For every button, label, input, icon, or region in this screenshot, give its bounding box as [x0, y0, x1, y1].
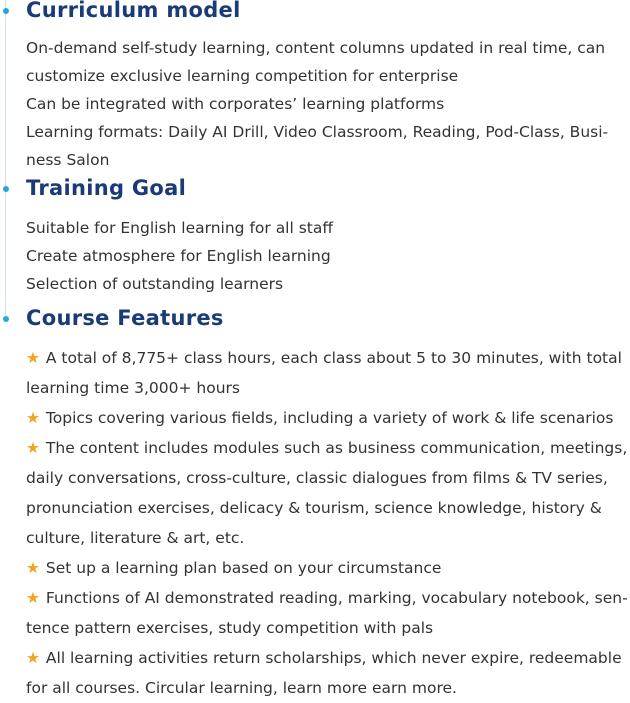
feature-item	[26, 433, 628, 553]
dot-icon	[3, 316, 9, 322]
feature-text: The content includes modules such as business communication, meetings,	[45, 439, 628, 457]
feature-text: pronunciation exercises, delicacy & tourism, science knowledge, history &	[26, 499, 602, 517]
dot-icon	[3, 8, 9, 14]
feature-text: tence pattern exercises, study competition with pals	[26, 619, 434, 637]
feature-item	[26, 403, 612, 433]
curriculum-lines	[26, 34, 616, 174]
dot-icon	[3, 186, 9, 192]
text-line: customize exclusive learning competition for enterprise	[26, 67, 459, 85]
section-header	[0, 0, 630, 22]
star-icon: ★	[26, 349, 40, 367]
text-line: Learning formats: Daily AI Drill, Video Classroom, Reading, Pod-Class, Busi-	[26, 123, 609, 141]
section-header	[0, 308, 630, 330]
text-line: On-demand self-study learning, content columns updated in real time, can	[26, 39, 606, 57]
feature-text: Topics covering various fields, including a variety of work & life scenarios	[45, 409, 614, 427]
text-line: Suitable for English learning for all staff	[26, 219, 334, 237]
section-header	[0, 178, 630, 200]
section-title: Course Features	[26, 306, 224, 330]
feature-text: Set up a learning plan based on your circumstance	[45, 559, 442, 577]
feature-text: daily conversations, cross-culture, classic dialogues from films & TV series,	[26, 469, 608, 487]
feature-text: for all courses. Circular learning, learn more earn more.	[26, 679, 457, 697]
text-line: ness Salon	[26, 151, 110, 169]
section-title: Training Goal	[26, 176, 187, 200]
star-icon: ★	[26, 409, 40, 427]
training-goal-lines	[26, 214, 616, 298]
feature-text: All learning activities return scholarships, which never expire, redeemable	[45, 649, 622, 667]
feature-item	[26, 583, 628, 643]
feature-text: Functions of AI demonstrated reading, marking, vocabulary notebook, sen-	[45, 589, 628, 607]
feature-text: learning time 3,000+ hours	[26, 379, 240, 397]
star-icon: ★	[26, 439, 40, 457]
feature-item	[26, 343, 622, 403]
section-training-goal	[0, 176, 630, 293]
star-icon: ★	[26, 589, 40, 607]
timeline-line	[5, 0, 6, 318]
section-curriculum-model	[0, 0, 630, 169]
feature-item	[26, 553, 612, 583]
feature-text: A total of 8,775+ class hours, each class about 5 to 30 minutes, with total	[45, 349, 622, 367]
star-icon: ★	[26, 559, 40, 577]
section-title: Curriculum model	[26, 0, 241, 22]
section-course-features	[0, 306, 630, 697]
text-line: Create atmosphere for English learning	[26, 247, 331, 265]
feature-item	[26, 643, 622, 703]
feature-text: culture, literature & art, etc.	[26, 529, 245, 547]
text-line: Can be integrated with corporates’ learning platforms	[26, 95, 445, 113]
star-icon: ★	[26, 649, 40, 667]
text-line: Selection of outstanding learners	[26, 275, 284, 293]
feature-list	[26, 343, 628, 703]
